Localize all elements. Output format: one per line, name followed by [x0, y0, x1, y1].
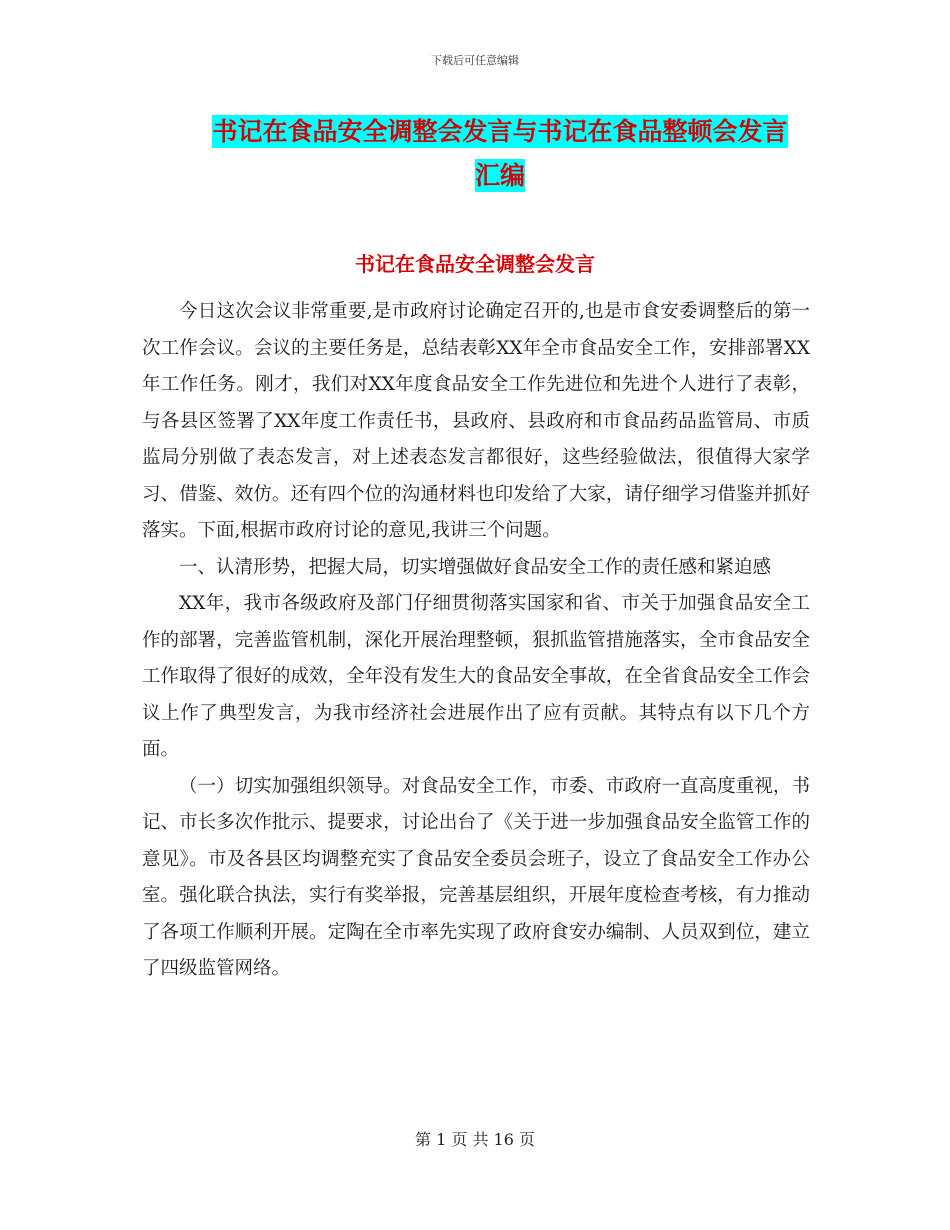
paragraph: XX年，我市各级政府及部门仔细贯彻落实国家和省、市关于加强食品安全工作的部署，完善监管机制，深化开展治理整顿，狠抓监管措施落实，全市食品安全工作取得了很好的成效，全年没有发生大的食品安全事故，在全省食品安全工作会议上作了典型发言，为我市经济社会进展作出了应有贡献。其特点有以下几个方面。: [142, 593, 810, 760]
document-title: [195, 110, 805, 198]
document-title-line-1: 书记在食品安全调整会发言与书记在食品整顿会发言: [212, 117, 788, 146]
header-note: 下载后可任意编辑: [431, 54, 519, 67]
paragraph: （一）切实加强组织领导。对食品安全工作，市委、市政府一直高度重视，书记、市长多次作批示、提要求，讨论出台了《关于进一步加强食品安全监管工作的意见》。市及各县区均调整充实了食品安全委员会班子，设立了食品安全工作办公室。强化联合执法，实行有奖举报，完善基层组织，开展年度检查考核，有力推动了各项工作顺利开展。定陶在全市率先实现了政府食安办编制、人员双到位，建立了四级监管网络。: [142, 775, 810, 979]
paragraph: 一、认清形势，把握大局，切实增强做好食品安全工作的责任感和紧迫感: [179, 556, 772, 578]
document-body: [142, 294, 810, 988]
section-title: 书记在食品安全调整会发言: [355, 252, 595, 276]
page-number: 第 1 页 共 16 页: [415, 1130, 535, 1149]
document-title-line-2: 汇编: [474, 161, 525, 190]
paragraph: 今日这次会议非常重要,是市政府讨论确定召开的,也是市食安委调整后的第一次工作会议。会议的主要任务是，总结表彰XX年全市食品安全工作，安排部署XX年工作任务。刚才，我们对XX年度食品安全工作先进位和先进个人进行了表彰，与各县区签署了XX年度工作责任书，县政府、县政府和市食品药品监管局、市质监局分别做了表态发言，对上述表态发言都很好，这些经验做法，很值得大家学习、借鉴、效仿。还有四个位的沟通材料也印发给了大家，请仔细学习借鉴并抓好落实。下面,根据市政府讨论的意见,我讲三个问题。: [142, 301, 810, 541]
